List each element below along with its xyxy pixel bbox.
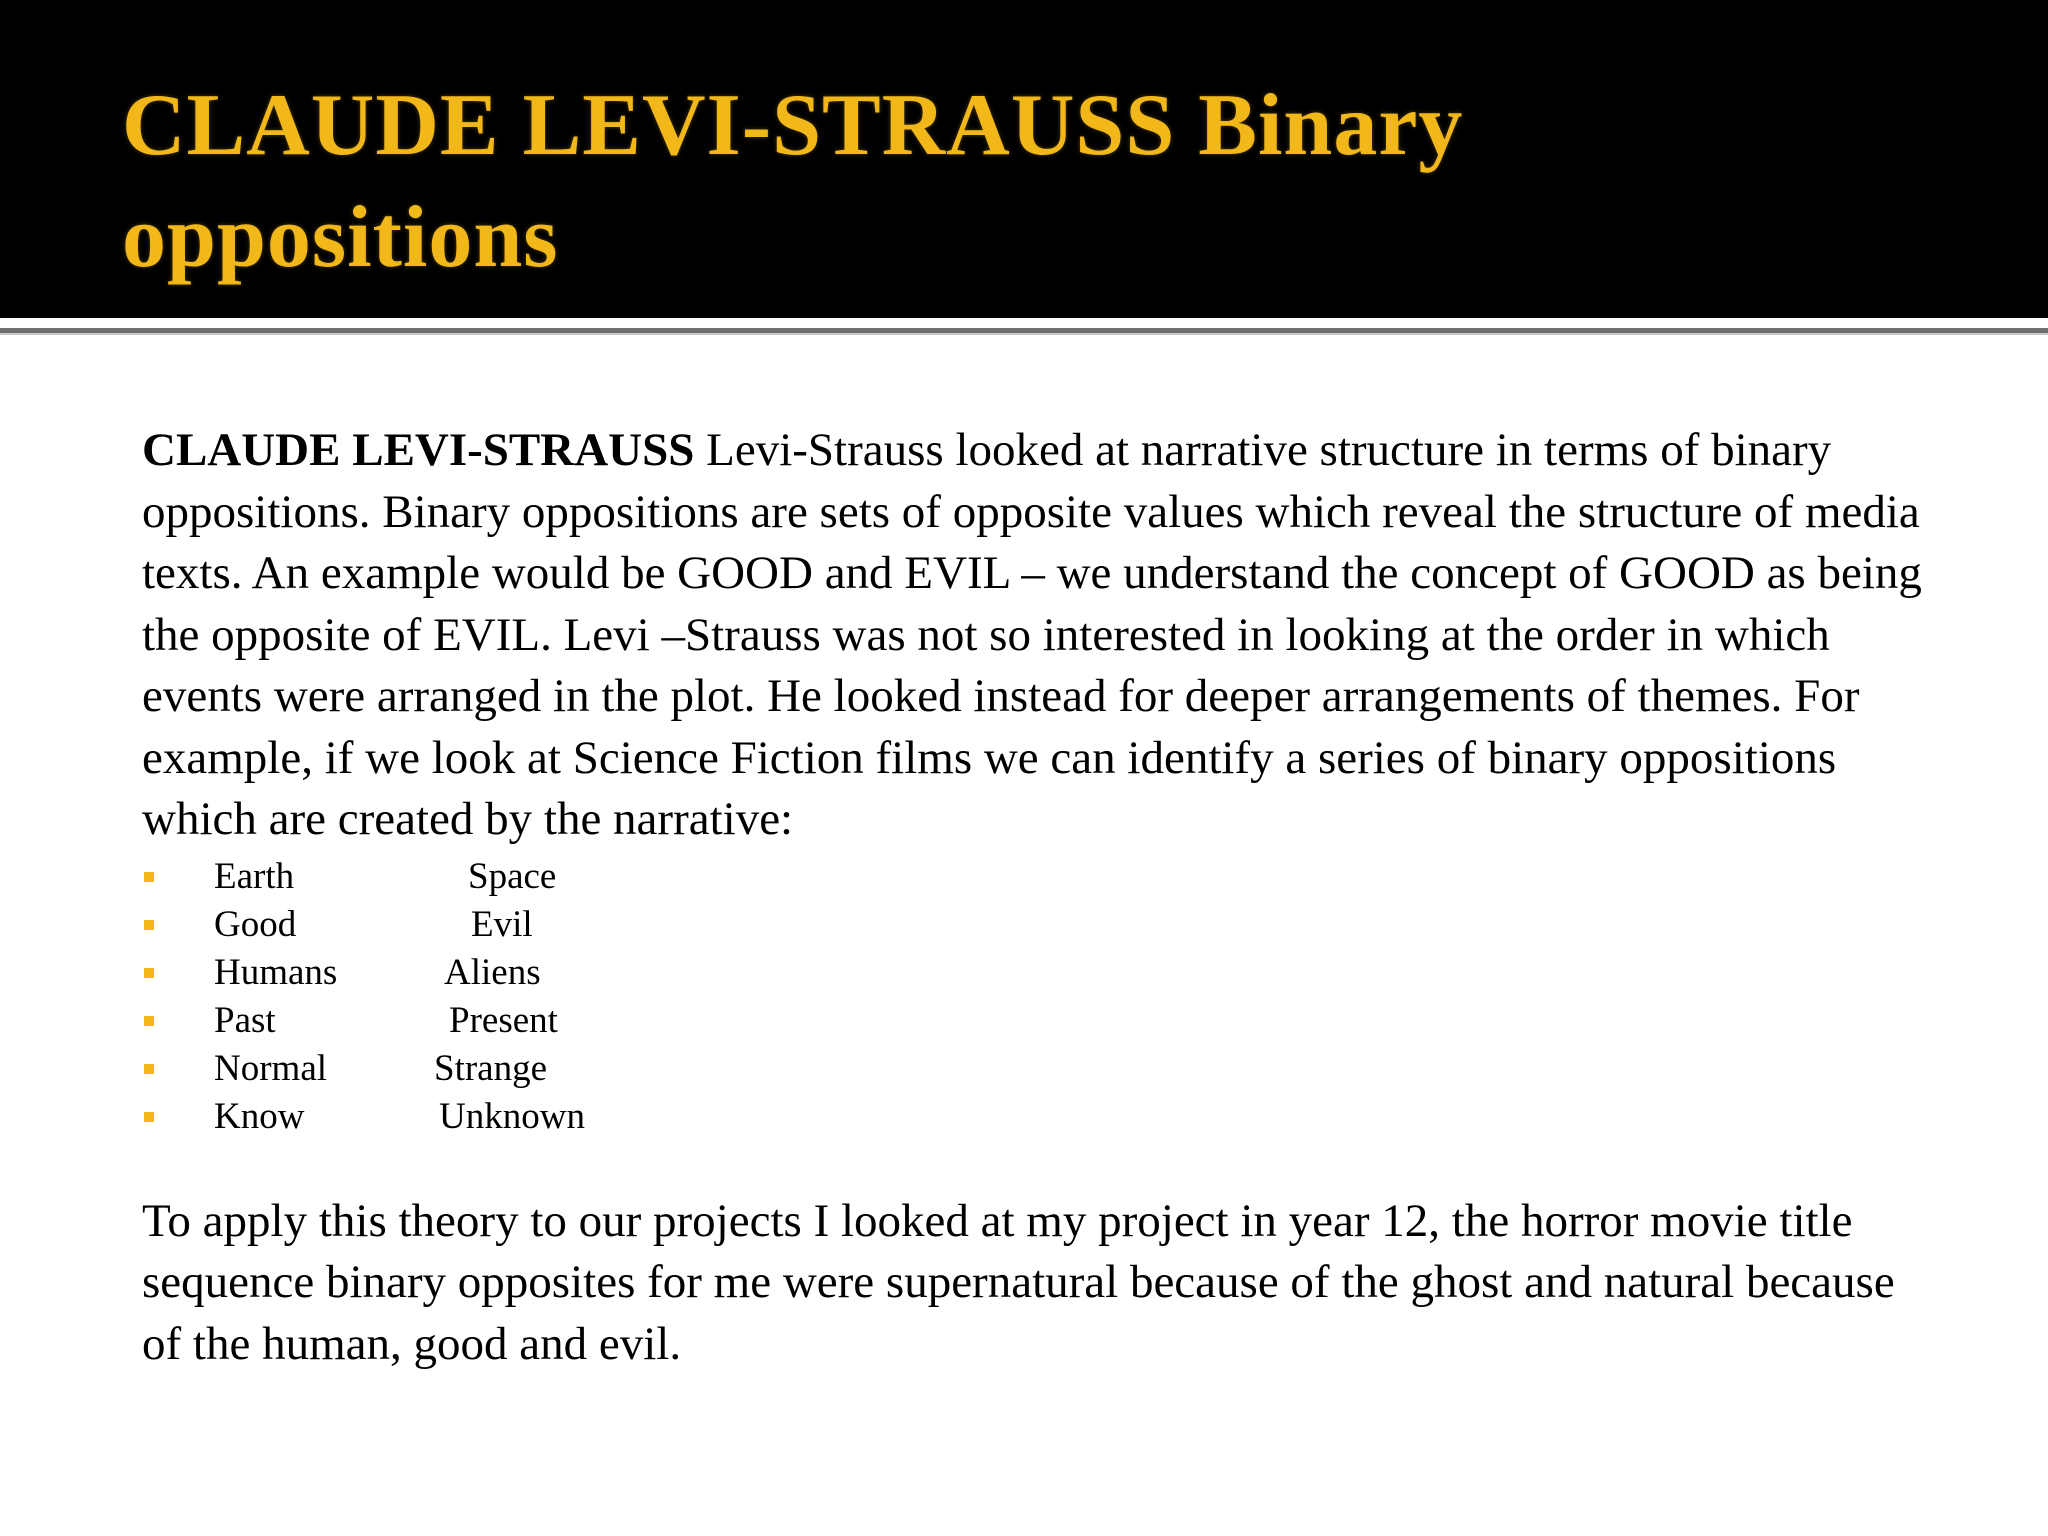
list-item <box>142 949 1942 997</box>
opposition-term-left: Normal <box>214 1047 328 1089</box>
list-item <box>142 1045 1942 1093</box>
opposition-term-right: Strange <box>434 1047 548 1089</box>
square-bullet-icon <box>144 1016 154 1026</box>
opposition-term-left: Good <box>214 903 297 945</box>
square-bullet-icon <box>144 1064 154 1074</box>
binary-oppositions-list <box>142 853 1942 1141</box>
intro-paragraph <box>142 420 1942 851</box>
list-item <box>142 997 1942 1045</box>
list-item <box>142 901 1942 949</box>
intro-bold-name: CLAUDE LEVI-STRAUSS <box>142 424 695 476</box>
square-bullet-icon <box>144 872 154 882</box>
square-bullet-icon <box>144 968 154 978</box>
opposition-term-left: Humans <box>214 951 338 993</box>
slide-title: CLAUDE LEVI-STRAUSS Binary oppositions <box>122 77 1464 286</box>
opposition-term-right: Present <box>449 999 558 1041</box>
opposition-term-right: Aliens <box>444 951 541 993</box>
intro-text: Levi-Strauss looked at narrative structure in terms of binary oppositions. Binary oppositions are sets of opposite values which reveal the structure of media texts. An example would be GOOD and EVIL – we understand the concept of GOOD as being the opposite of EVIL. Levi –Strauss was not so interested in looking at the order in which events were arranged in the plot. He looked instead for deeper arrangements of themes. For example, if we look at Science Fiction films we can identify a series of binary oppositions which are created by the narrative: <box>142 424 1922 845</box>
opposition-term-left: Know <box>214 1095 305 1137</box>
square-bullet-icon <box>144 920 154 930</box>
list-item <box>142 1093 1942 1141</box>
square-bullet-icon <box>144 1112 154 1122</box>
opposition-term-left: Past <box>214 999 276 1041</box>
conclusion-paragraph: To apply this theory to our projects I looked at my project in year 12, the horror movie title sequence binary opposites for me were supernatural because of the ghost and natural because of the human, good and evil. <box>142 1194 1895 1370</box>
title-bar <box>0 0 2048 318</box>
slide-body <box>142 420 1942 1375</box>
opposition-term-right: Evil <box>471 903 533 945</box>
list-item <box>142 853 1942 901</box>
opposition-term-right: Space <box>468 855 557 897</box>
title-divider-shadow <box>0 333 2048 335</box>
opposition-term-right: Unknown <box>439 1095 585 1137</box>
opposition-term-left: Earth <box>214 855 295 897</box>
